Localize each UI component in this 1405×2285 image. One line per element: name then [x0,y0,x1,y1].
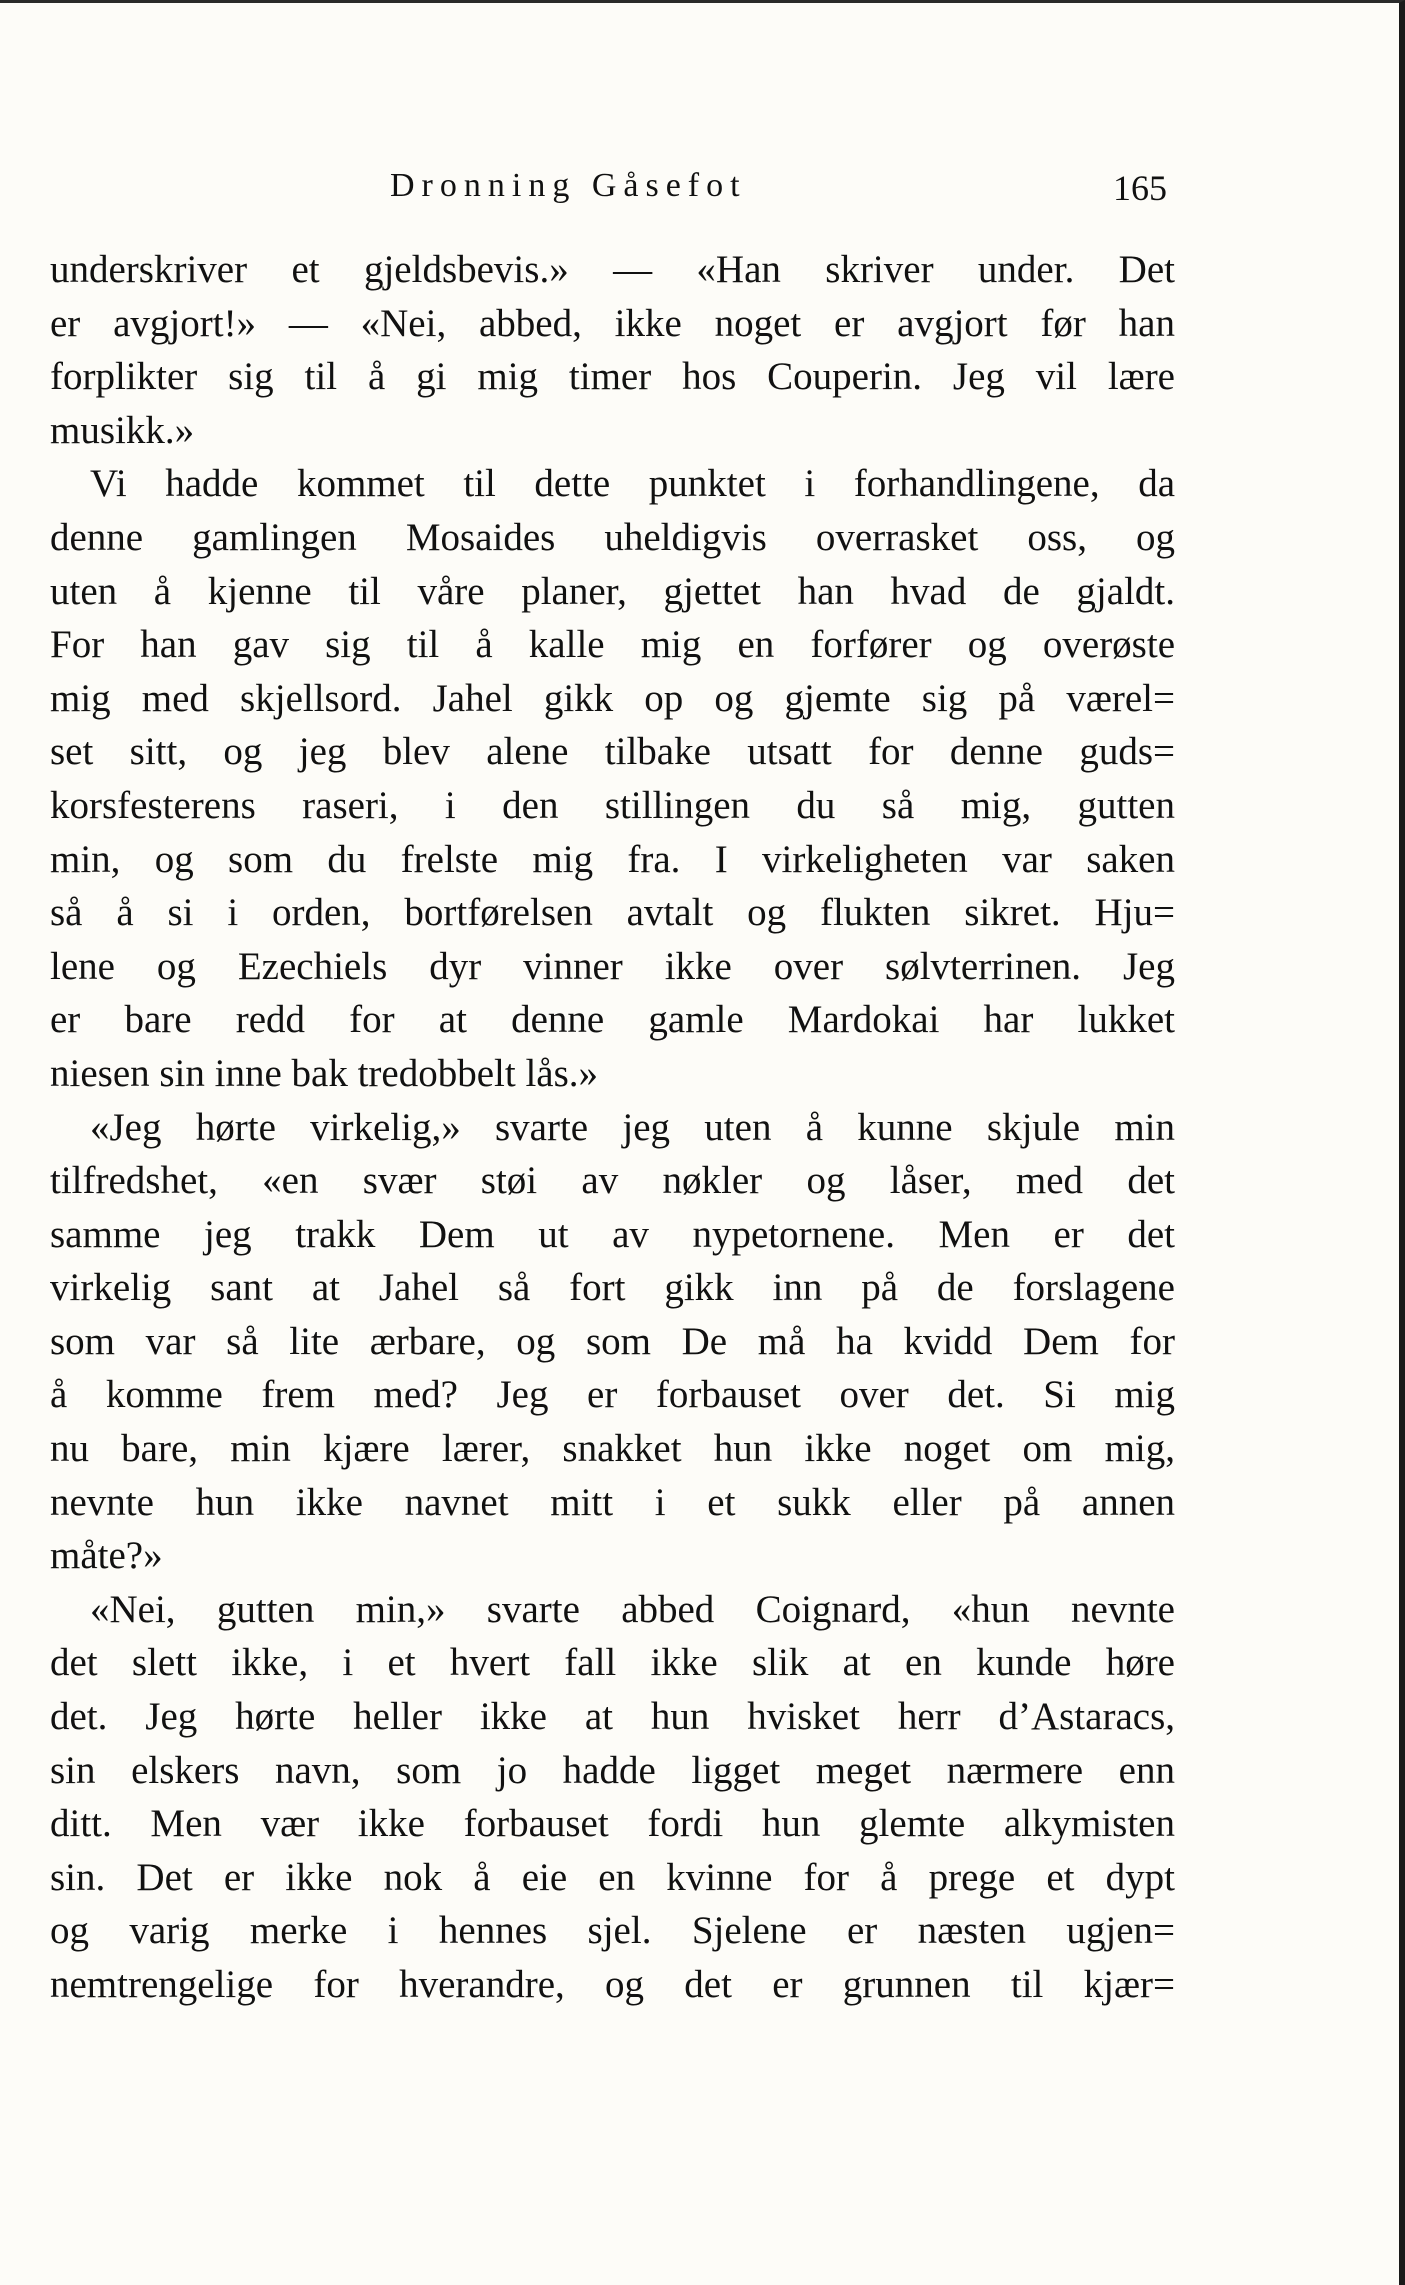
text-line: lene og Ezechiels dyr vinner ikke over sølvterrinen. Jeg [50,944,1175,988]
text-line: musikk.» [50,408,195,452]
text-line: «Nei, gutten min,» svarte abbed Coignard, «hun nevnte [90,1587,1175,1631]
text-line: nu bare, min kjære lærer, snakket hun ikke noget om mig, [50,1427,1175,1471]
text-line: så å si i orden, bortførelsen avtalt og flukten sikret. Hju= [50,891,1175,935]
text-line: måte?» [50,1534,163,1578]
text-line: sin. Det er ikke nok å eie en kvinne for å prege et dypt [50,1855,1175,1899]
text-line: min, og som du frelste mig fra. I virkeligheten var saken [50,837,1175,881]
text-line: denne gamlingen Mosaides uheldigvis overrasket oss, og [50,515,1175,559]
text-line: underskriver et gjeldsbevis.» — «Han skriver under. Det [50,248,1175,291]
text-line: niesen sin inne bak tredobbelt lås.» [50,1051,599,1095]
text-line: er bare redd for at denne gamle Mardokai har lukket [50,998,1175,1042]
text-line: korsfesterens raseri, i den stillingen du så mig, gutten [50,783,1175,827]
text-line: «Jeg hørte virkelig,» svarte jeg uten å kunne skjule min [90,1105,1175,1149]
text-line: det slett ikke, i et hvert fall ikke slik at en kunde høre [50,1641,1175,1685]
text-line: Vi hadde kommet til dette punktet i forhandlingene, da [90,462,1175,506]
text-line: set sitt, og jeg blev alene tilbake utsatt for denne guds= [50,730,1175,774]
text-line: forplikter sig til å gi mig timer hos Couperin. Jeg vil lære [50,355,1175,399]
running-head [0,161,1405,211]
text-line: ditt. Men vær ikke forbauset fordi hun glemte alkymisten [50,1802,1175,1846]
text-line: uten å kjenne til våre planer, gjettet han hvad de gjaldt. [50,569,1175,613]
text-line: sin elskers navn, som jo hadde ligget meget nærmere enn [50,1748,1175,1792]
text-line: For han gav sig til å kalle mig en forfører og overøste [50,623,1175,667]
text-line: mig med skjellsord. Jahel gikk op og gjemte sig på værel= [50,676,1175,720]
text-line: og varig merke i hennes sjel. Sjelene er næsten ugjen= [50,1909,1175,1953]
text-line: å komme frem med? Jeg er forbauset over det. Si mig [50,1373,1175,1417]
text-line: samme jeg trakk Dem ut av nypetornene. Men er det [50,1212,1175,1256]
running-title: Dronning Gåsefot [390,167,747,204]
text-line: nevnte hun ikke navnet mitt i et sukk eller på annen [50,1480,1175,1524]
text-line: nemtrengelige for hverandre, og det er grunnen til kjær= [50,1963,1175,2006]
body-text [50,243,1175,2012]
text-line: er avgjort!» — «Nei, abbed, ikke noget er avgjort før han [50,301,1175,345]
text-line: som var så lite ærbare, og som De må ha kvidd Dem for [50,1319,1175,1363]
page-number: 165 [1113,168,1167,208]
text-line: det. Jeg hørte heller ikke at hun hvisket herr d’Astaracs, [50,1695,1175,1739]
text-line: virkelig sant at Jahel så fort gikk inn på de forslagene [50,1266,1175,1310]
text-line: tilfredshet, «en svær støi av nøkler og låser, med det [50,1159,1175,1203]
